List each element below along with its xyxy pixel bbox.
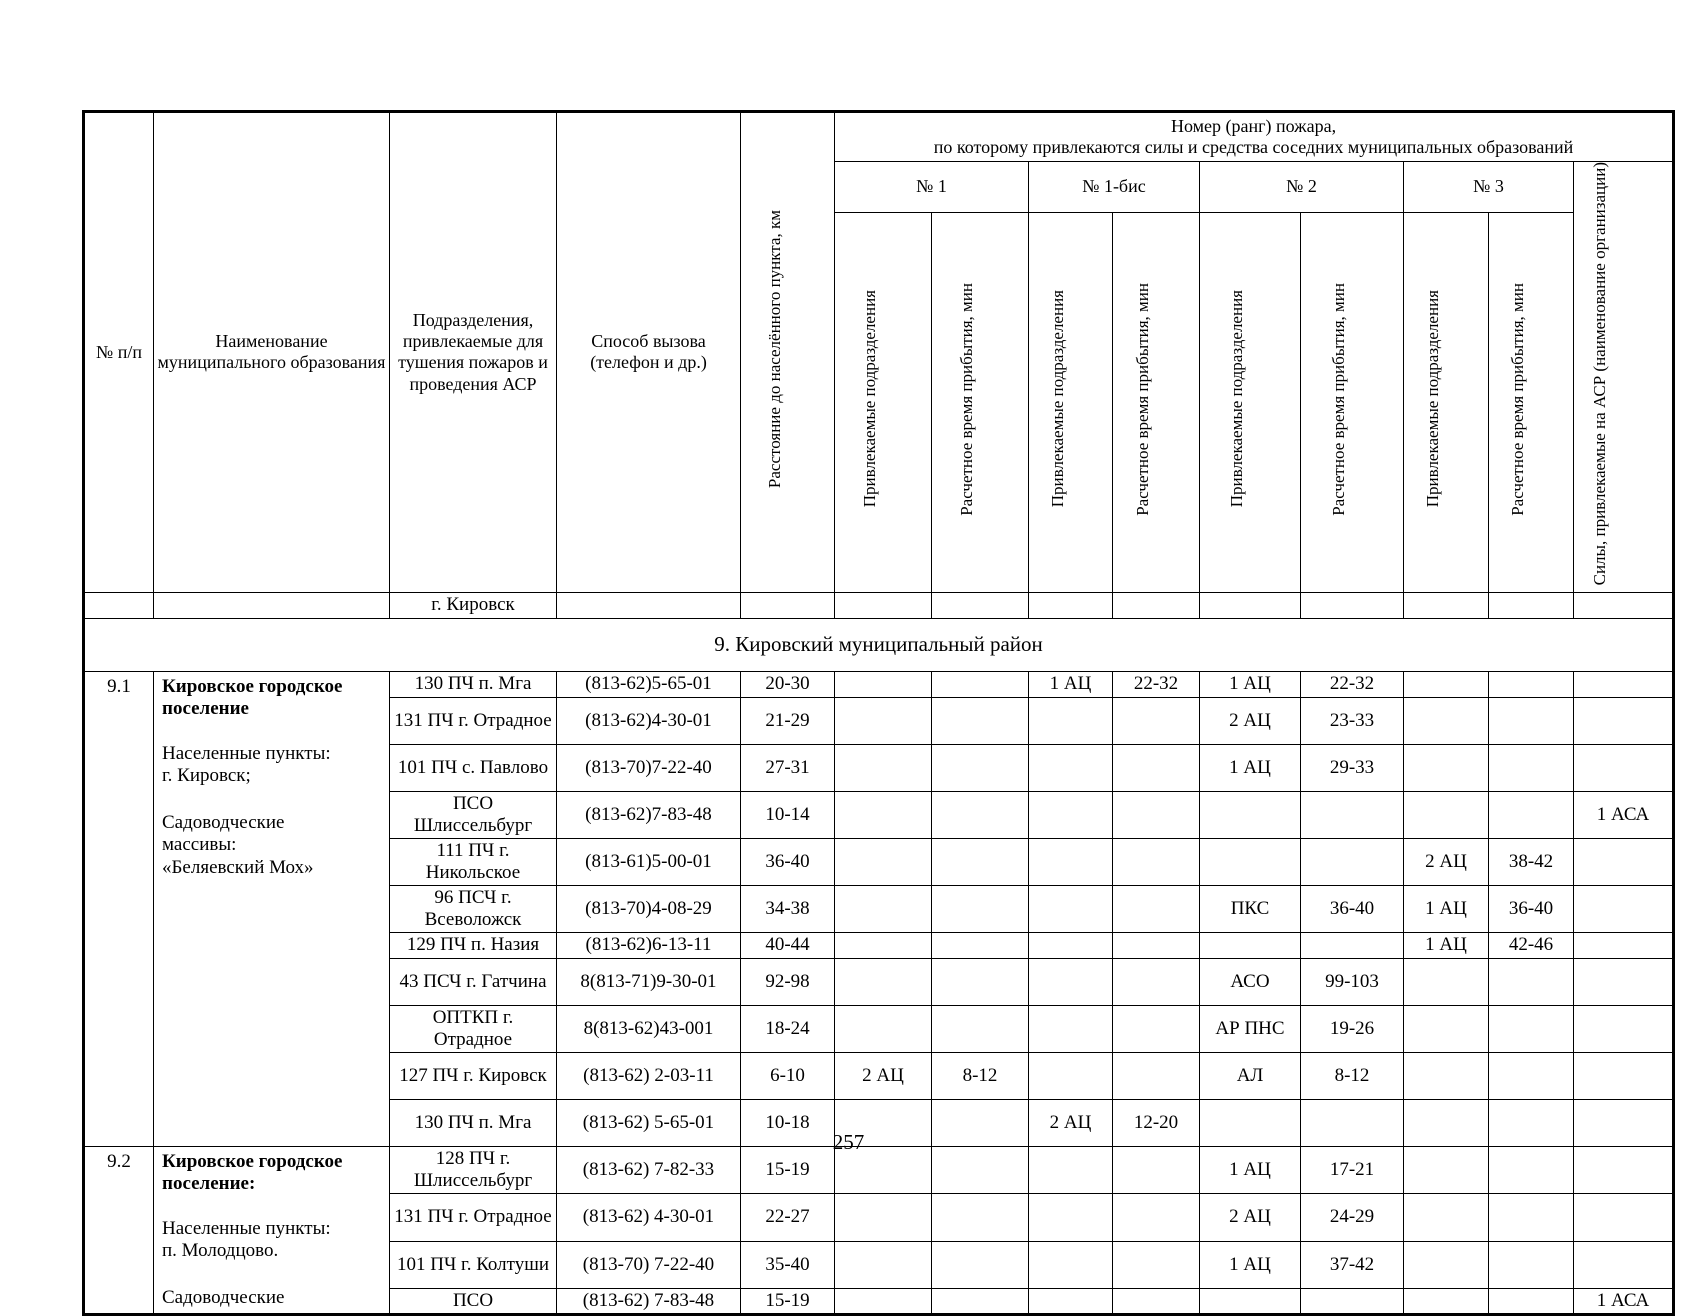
asr-cell: [1574, 744, 1674, 791]
rb-units-cell: [1029, 1288, 1113, 1314]
rb-units-cell: [1029, 744, 1113, 791]
r2-units-cell: ПКС: [1200, 885, 1301, 932]
asr-cell: [1574, 1194, 1674, 1241]
r2-units-cell: 2 АЦ: [1200, 697, 1301, 744]
r2-time-cell: 24-29: [1301, 1194, 1404, 1241]
r3-units-cell: [1404, 1241, 1489, 1288]
unit-cell: 96 ПСЧ г. Всеволожск: [390, 885, 557, 932]
phone-cell: (813-62) 7-83-48: [557, 1288, 741, 1314]
r3-time-cell: [1489, 791, 1574, 838]
header-rb-units: Привлекаемые подразделения: [1029, 212, 1113, 592]
r3-units-cell: [1404, 697, 1489, 744]
unit-cell: ОПТКП г. Отрадное: [390, 1005, 557, 1052]
r1-units-cell: 2 АЦ: [835, 1052, 932, 1099]
section-title: 9. Кировский муниципальный район: [84, 618, 1674, 671]
r1-units-cell: [835, 791, 932, 838]
r3-units-cell: [1404, 744, 1489, 791]
r2-time-cell: 29-33: [1301, 744, 1404, 791]
r2-units-cell: АСО: [1200, 958, 1301, 1005]
municipality-line: Населенные пункты:: [162, 743, 331, 764]
r3-time-cell: [1489, 671, 1574, 697]
header-rb-time: Расчетное время прибытия, мин: [1113, 212, 1200, 592]
r2-time-cell: 17-21: [1301, 1146, 1404, 1193]
row-number: 9.2: [84, 1146, 154, 1314]
r3-units-cell: [1404, 1005, 1489, 1052]
distance-cell: 15-19: [741, 1146, 835, 1193]
distance-cell: 34-38: [741, 885, 835, 932]
asr-cell: [1574, 885, 1674, 932]
r2-time-cell: 23-33: [1301, 697, 1404, 744]
r1-units-cell: [835, 958, 932, 1005]
municipality-line: Садоводческие: [162, 811, 285, 833]
phone-cell: (813-62)4-30-01: [557, 697, 741, 744]
municipality-line: г. Кировск;: [162, 765, 251, 787]
r3-time-cell: [1489, 697, 1574, 744]
asr-cell: [1574, 1005, 1674, 1052]
rb-time-cell: [1113, 1288, 1200, 1314]
header-rank: [835, 112, 1674, 162]
r3-units-cell: [1404, 1052, 1489, 1099]
carry-unit: г. Кировск: [390, 592, 557, 618]
header-units: Подразделения, привлекаемые для тушения пожаров и проведения АСР: [390, 112, 557, 593]
r1-units-cell: [835, 1005, 932, 1052]
r2-time-cell: 36-40: [1301, 885, 1404, 932]
rb-units-cell: [1029, 838, 1113, 885]
municipality-cell: [154, 1146, 390, 1314]
phone-cell: (813-62) 5-65-01: [557, 1099, 741, 1146]
distance-cell: 22-27: [741, 1194, 835, 1241]
header-mo: Наименование муниципального образования: [154, 112, 390, 593]
distance-cell: 20-30: [741, 671, 835, 697]
table-row: [84, 671, 1674, 697]
municipality-name: Кировское городское поселение: [162, 675, 343, 720]
unit-cell: 130 ПЧ п. Мга: [390, 671, 557, 697]
r2-time-cell: 19-26: [1301, 1005, 1404, 1052]
r2-units-cell: [1200, 791, 1301, 838]
r2-time-cell: [1301, 932, 1404, 958]
rb-time-cell: [1113, 744, 1200, 791]
phone-cell: (813-62) 4-30-01: [557, 1194, 741, 1241]
r1-units-cell: [835, 1241, 932, 1288]
distance-cell: 18-24: [741, 1005, 835, 1052]
r1-time-cell: [932, 1005, 1029, 1052]
municipality-line: «Беляевский Мох»: [162, 856, 314, 878]
r3-units-cell: 1 АЦ: [1404, 932, 1489, 958]
rb-time-cell: [1113, 958, 1200, 1005]
unit-cell: 101 ПЧ с. Павлово: [390, 744, 557, 791]
r1-time-cell: [932, 671, 1029, 697]
distance-cell: 10-14: [741, 791, 835, 838]
distance-cell: 36-40: [741, 838, 835, 885]
phone-cell: (813-62)5-65-01: [557, 671, 741, 697]
header-r2-time: Расчетное время прибытия, мин: [1301, 212, 1404, 592]
municipality-line: массивы:: [162, 834, 237, 856]
unit-cell: 130 ПЧ п. Мга: [390, 1099, 557, 1146]
header-rank-2: № 2: [1200, 162, 1404, 213]
rb-units-cell: [1029, 932, 1113, 958]
asr-cell: [1574, 932, 1674, 958]
distance-cell: 6-10: [741, 1052, 835, 1099]
rb-time-cell: [1113, 791, 1200, 838]
phone-cell: (813-62)7-83-48: [557, 791, 741, 838]
r1-units-cell: [835, 1288, 932, 1314]
r3-time-cell: 38-42: [1489, 838, 1574, 885]
r2-units-cell: АР ПНС: [1200, 1005, 1301, 1052]
r3-time-cell: [1489, 744, 1574, 791]
rb-units-cell: [1029, 1052, 1113, 1099]
r1-time-cell: [932, 697, 1029, 744]
r1-time-cell: [932, 1288, 1029, 1314]
asr-cell: [1574, 697, 1674, 744]
r2-time-cell: [1301, 838, 1404, 885]
distance-cell: 92-98: [741, 958, 835, 1005]
phone-cell: (813-62) 7-82-33: [557, 1146, 741, 1193]
municipality-cell: [154, 671, 390, 1146]
r1-time-cell: [932, 744, 1029, 791]
r1-time-cell: [932, 791, 1029, 838]
r1-time-cell: [932, 838, 1029, 885]
r2-units-cell: АЛ: [1200, 1052, 1301, 1099]
phone-cell: (813-61)5-00-01: [557, 838, 741, 885]
header-r1-time: Расчетное время прибытия, мин: [932, 212, 1029, 592]
unit-cell: 129 ПЧ п. Назия: [390, 932, 557, 958]
phone-cell: (813-62)6-13-11: [557, 932, 741, 958]
r3-time-cell: [1489, 1005, 1574, 1052]
section-row: [84, 618, 1674, 671]
unit-cell: ПСО Шлиссельбург: [390, 791, 557, 838]
r3-units-cell: [1404, 1288, 1489, 1314]
r3-time-cell: [1489, 1194, 1574, 1241]
r3-time-cell: 42-46: [1489, 932, 1574, 958]
r1-time-cell: [932, 1241, 1029, 1288]
r2-units-cell: 1 АЦ: [1200, 1146, 1301, 1193]
r1-units-cell: [835, 838, 932, 885]
r2-time-cell: [1301, 791, 1404, 838]
phone-cell: (813-70) 7-22-40: [557, 1241, 741, 1288]
r1-units-cell: [835, 932, 932, 958]
r3-units-cell: [1404, 958, 1489, 1005]
unit-cell: 128 ПЧ г. Шлиссельбург: [390, 1146, 557, 1193]
rb-time-cell: [1113, 1005, 1200, 1052]
municipality-line: Населенные пункты:: [162, 1218, 331, 1239]
r3-units-cell: [1404, 671, 1489, 697]
r1-units-cell: [835, 885, 932, 932]
table-header: [84, 112, 1674, 593]
r2-units-cell: [1200, 932, 1301, 958]
r1-time-cell: 8-12: [932, 1052, 1029, 1099]
header-r2-units: Привлекаемые подразделения: [1200, 212, 1301, 592]
header-asr: Силы, привлекаемые на АСР (наименование организации): [1574, 162, 1674, 593]
r2-time-cell: [1301, 1288, 1404, 1314]
header-r1-units: Привлекаемые подразделения: [835, 212, 932, 592]
phone-cell: 8(813-71)9-30-01: [557, 958, 741, 1005]
municipality-name: Кировское городское поселение:: [162, 1150, 343, 1195]
r3-time-cell: [1489, 1241, 1574, 1288]
header-r3-units: Привлекаемые подразделения: [1404, 212, 1489, 592]
unit-cell: 127 ПЧ г. Кировск: [390, 1052, 557, 1099]
asr-cell: [1574, 1052, 1674, 1099]
municipality-line: [162, 788, 381, 812]
rb-time-cell: [1113, 885, 1200, 932]
asr-cell: 1 АСА: [1574, 791, 1674, 838]
r2-time-cell: 8-12: [1301, 1052, 1404, 1099]
r1-time-cell: [932, 958, 1029, 1005]
rb-units-cell: [1029, 697, 1113, 744]
r1-units-cell: [835, 697, 932, 744]
r1-units-cell: [835, 671, 932, 697]
rb-time-cell: [1113, 838, 1200, 885]
r3-time-cell: [1489, 958, 1574, 1005]
rb-units-cell: 2 АЦ: [1029, 1099, 1113, 1146]
header-num: № п/п: [84, 112, 154, 593]
rb-time-cell: [1113, 1241, 1200, 1288]
header-rank-1bis: № 1-бис: [1029, 162, 1200, 213]
rb-time-cell: 22-32: [1113, 671, 1200, 697]
phone-cell: (813-62) 2-03-11: [557, 1052, 741, 1099]
rb-units-cell: [1029, 1005, 1113, 1052]
header-distance: Расстояние до населённого пункта, км: [741, 112, 835, 593]
phone-cell: 8(813-62)43-001: [557, 1005, 741, 1052]
distance-cell: 27-31: [741, 744, 835, 791]
row-number: 9.1: [84, 671, 154, 1146]
unit-cell: 101 ПЧ г. Колтуши: [390, 1241, 557, 1288]
unit-cell: 43 ПСЧ г. Гатчина: [390, 958, 557, 1005]
rb-units-cell: [1029, 885, 1113, 932]
r2-units-cell: 1 АЦ: [1200, 1241, 1301, 1288]
asr-cell: [1574, 958, 1674, 1005]
asr-cell: [1574, 838, 1674, 885]
r2-units-cell: [1200, 838, 1301, 885]
unit-cell: 111 ПЧ г. Никольское: [390, 838, 557, 885]
distance-cell: 10-18: [741, 1099, 835, 1146]
rb-units-cell: [1029, 1194, 1113, 1241]
r2-time-cell: 22-32: [1301, 671, 1404, 697]
r3-units-cell: 1 АЦ: [1404, 885, 1489, 932]
r1-time-cell: [932, 1194, 1029, 1241]
r2-time-cell: 37-42: [1301, 1241, 1404, 1288]
header-call: Способ вызова (телефон и др.): [557, 112, 741, 593]
asr-cell: [1574, 1241, 1674, 1288]
table-body: [84, 592, 1674, 1314]
header-rank-1: № 1: [835, 162, 1029, 213]
header-rank-line2: по которому привлекаются силы и средства соседних муниципальных образований: [933, 137, 1574, 157]
asr-cell: 1 АСА: [1574, 1288, 1674, 1314]
r2-units-cell: 1 АЦ: [1200, 744, 1301, 791]
rb-time-cell: [1113, 932, 1200, 958]
rb-time-cell: [1113, 697, 1200, 744]
r1-time-cell: [932, 885, 1029, 932]
unit-cell: 131 ПЧ г. Отрадное: [390, 697, 557, 744]
r2-units-cell: [1200, 1288, 1301, 1314]
municipality-line: Садоводческие: [162, 1286, 285, 1308]
r3-units-cell: [1404, 791, 1489, 838]
phone-cell: (813-70)7-22-40: [557, 744, 741, 791]
phone-cell: (813-70)4-08-29: [557, 885, 741, 932]
r2-time-cell: 99-103: [1301, 958, 1404, 1005]
rb-units-cell: 1 АЦ: [1029, 671, 1113, 697]
r3-time-cell: 36-40: [1489, 885, 1574, 932]
rb-units-cell: [1029, 1241, 1113, 1288]
asr-cell: [1574, 671, 1674, 697]
rb-time-cell: [1113, 1194, 1200, 1241]
r3-time-cell: [1489, 1052, 1574, 1099]
r1-units-cell: [835, 744, 932, 791]
r1-units-cell: [835, 1194, 932, 1241]
distance-cell: 40-44: [741, 932, 835, 958]
page-number: 257: [832, 1130, 865, 1154]
r1-time-cell: [932, 932, 1029, 958]
r2-units-cell: 2 АЦ: [1200, 1194, 1301, 1241]
distance-cell: 35-40: [741, 1241, 835, 1288]
r2-units-cell: 1 АЦ: [1200, 671, 1301, 697]
rb-time-cell: [1113, 1052, 1200, 1099]
rb-units-cell: [1029, 958, 1113, 1005]
header-rank-line1: Номер (ранг) пожара,: [1170, 115, 1337, 136]
unit-cell: 131 ПЧ г. Отрадное: [390, 1194, 557, 1241]
r3-units-cell: [1404, 1194, 1489, 1241]
header-r3-time: Расчетное время прибытия, мин: [1489, 212, 1574, 592]
rb-units-cell: [1029, 791, 1113, 838]
carry-row: [84, 592, 1674, 618]
header-rank-3: № 3: [1404, 162, 1574, 213]
municipality-line: [162, 1263, 381, 1287]
unit-cell: ПСО: [390, 1288, 557, 1314]
r3-time-cell: [1489, 1288, 1574, 1314]
distance-cell: 15-19: [741, 1288, 835, 1314]
rb-time-cell: 12-20: [1113, 1099, 1200, 1146]
r3-units-cell: 2 АЦ: [1404, 838, 1489, 885]
distance-cell: 21-29: [741, 697, 835, 744]
municipality-line: п. Молодцово.: [162, 1240, 279, 1262]
